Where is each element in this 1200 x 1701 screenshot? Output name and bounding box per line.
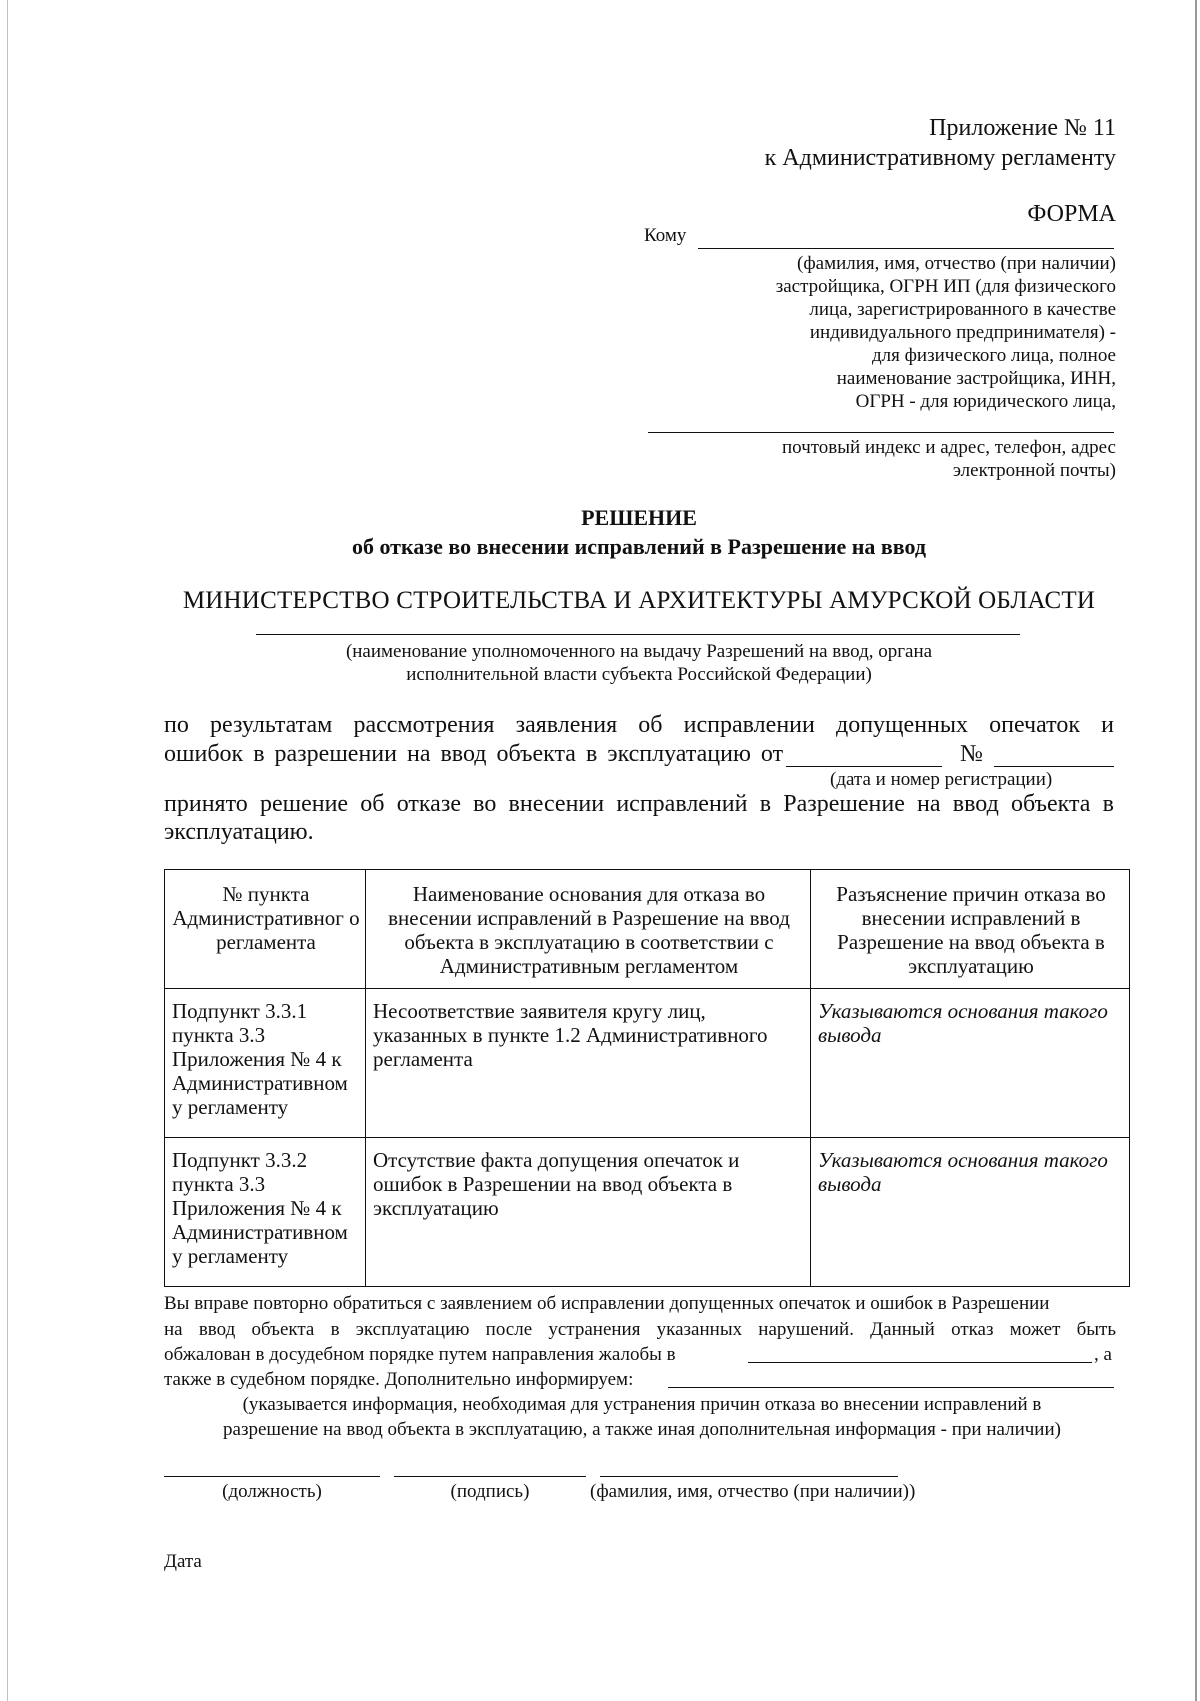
authority-line [256,634,1020,635]
table-header-row [165,870,1130,989]
row-explanation: Указываются основания такого вывода [811,1138,1130,1287]
footer-note-2: разрешение на ввод объекта в эксплуатацию, а также иная дополнительная информация - при наличии) [223,1419,1061,1440]
address-note [680,436,1116,482]
recipient-note [680,252,1116,413]
complaint-recipient-line [748,1362,1092,1363]
footer-line-2: на ввод объекта в эксплуатацию после устранения указанных нарушений. Данный отказ может быть [164,1319,1116,1340]
footer-note-1: (указывается информация, необходимая для устранения причин отказа во внесении исправлений в [242,1394,1042,1415]
full-name-line [600,1476,898,1477]
refusal-grounds-table [164,869,1130,1287]
date-label: Дата [164,1551,202,1572]
recipient-address-line [648,432,1114,433]
header-explanation: Разъяснение причин отказа во внесении исправлений в Разрешение на ввод объекта в эксплуатацию [811,870,1130,989]
address-note-line: электронной почты) [952,460,1116,481]
row-point: Подпункт 3.3.2 пункта 3.3 Приложения № 4 к Административном у регламенту [165,1138,366,1287]
body-line-3: принято решение об отказе во внесении исправлений в Разрешение на ввод объекта в [164,791,1114,817]
row-basis: Отсутствие факта допущения опечаток и ошибок в Разрешении на ввод объекта в эксплуатацию [366,1138,811,1287]
table-row [165,989,1130,1138]
recipient-note-line: для физического лица, полное [871,345,1116,366]
position-label: (должность) [222,1481,322,1502]
row-point: Подпункт 3.3.1 пункта 3.3 Приложения № 4 к Административном у регламенту [165,989,366,1138]
signature-label: (подпись) [450,1481,530,1502]
scan-edge-right [1195,0,1197,1701]
body-line-2: ошибок в разрешении на ввод объекта в эксплуатацию от [164,741,784,767]
recipient-note-line: индивидуального предпринимателя) - [809,322,1116,343]
recipient-note-line: наименование застройщика, ИНН, [836,368,1116,389]
position-line [164,1476,380,1477]
table-row [165,1138,1130,1287]
form-label: ФОРМА [1027,201,1116,227]
recipient-note-line: застройщика, ОГРН ИП (для физического [775,276,1116,297]
address-note-line: почтовый индекс и адрес, телефон, адрес [782,437,1116,458]
footer-line-1: Вы вправе повторно обратиться с заявлением об исправлении допущенных опечаток и ошибок в Разрешении [164,1293,1050,1314]
to-label: Кому [644,225,687,246]
header-basis: Наименование основания для отказа во внесении исправлений в Разрешение на ввод объекта в эксплуатацию в соответствии с Административным регламентом [366,870,811,989]
additional-info-line [668,1387,1114,1388]
body-line-1: по результатам рассмотрения заявления об исправлении допущенных опечаток и [164,712,1114,738]
decision-subtitle: об отказе во внесении исправлений в Разрешение на ввод [351,534,927,559]
row-explanation: Указываются основания такого вывода [811,989,1130,1138]
regulation-reference: к Административному регламенту [764,145,1116,171]
decision-title: РЕШЕНИЕ [581,505,697,530]
footer-line-3: обжалован в досудебном порядке путем направления жалобы в [164,1344,676,1365]
full-name-label: (фамилия, имя, отчество (при наличии)) [590,1481,916,1502]
recipient-name-line [698,248,1114,249]
authority-name: МИНИСТЕРСТВО СТРОИТЕЛЬСТВА И АРХИТЕКТУРЫ АМУРСКОЙ ОБЛАСТИ [182,587,1096,614]
footer-line-4: также в судебном порядке. Дополнительно информируем: [164,1369,634,1390]
date-number-note: (дата и номер регистрации) [830,769,1053,790]
recipient-note-line: (фамилия, имя, отчество (при наличии) [797,253,1116,274]
recipient-note-line: ОГРН - для юридического лица, [855,391,1116,412]
application-number-line [994,766,1114,767]
signature-line [394,1476,586,1477]
number-sign: № [960,741,983,767]
authority-note-1: (наименование уполномоченного на выдачу Разрешений на ввод, органа [345,641,933,662]
scan-edge-left [7,0,8,1701]
header-point: № пункта Административног о регламента [165,870,366,989]
row-basis: Несоответствие заявителя кругу лиц, указанных в пункте 1.2 Административного регламента [366,989,811,1138]
body-line-4: эксплуатацию. [164,819,314,845]
application-date-line [786,766,942,767]
appendix-number: Приложение № 11 [929,115,1116,141]
recipient-note-line: лица, зарегистрированного в качестве [809,299,1116,320]
authority-note-2: исполнительной власти субъекта Российской Федерации) [406,664,872,685]
footer-line-3-suffix: , а [1094,1344,1112,1365]
